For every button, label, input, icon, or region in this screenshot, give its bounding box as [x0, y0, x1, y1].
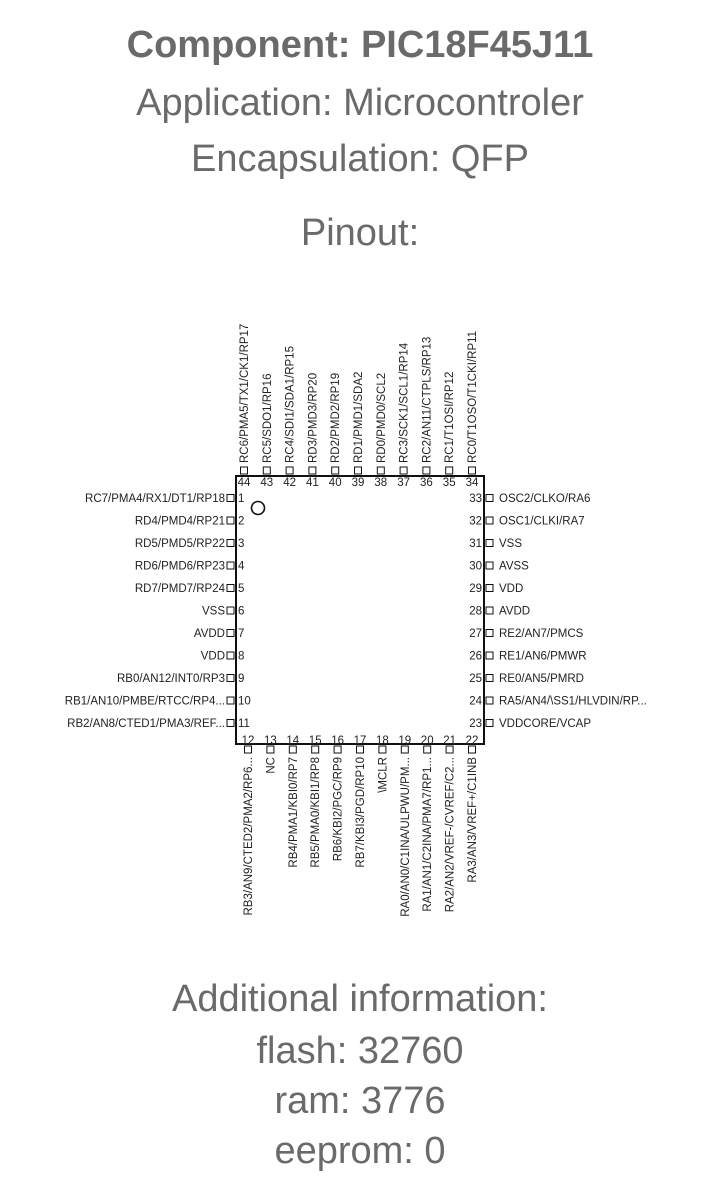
pin-number: 7: [238, 628, 245, 640]
pin-number: 19: [398, 735, 412, 747]
pin-label: RD4/PMD4/RP21: [134, 515, 225, 528]
pin-number: 42: [283, 477, 296, 489]
pin-pad: [486, 675, 493, 682]
pin-number: 21: [443, 735, 456, 747]
pin1-marker: [252, 502, 265, 515]
pinout-title: Pinout:: [300, 212, 420, 254]
pin-pad: [267, 746, 274, 753]
pin-label: RA5/AN4/\SS1/HLVDIN/RP...: [499, 695, 647, 708]
pin-pad: [289, 746, 296, 753]
pin-pad: [486, 720, 493, 727]
pin-pad: [286, 467, 293, 474]
pin-number: 3: [238, 538, 245, 550]
pin-pad: [446, 467, 453, 474]
pin-number: 15: [308, 735, 322, 747]
pin-number: 10: [238, 695, 251, 708]
pin-pad: [423, 467, 430, 474]
additional-info-title: Additional information:: [172, 978, 548, 1020]
pin-label: RC7/PMA4/RX1/DT1/RP18: [85, 493, 225, 505]
pin-number: 25: [469, 673, 482, 685]
pin-label: RA3/AN3/VREF+/C1INB: [467, 757, 479, 883]
pin-number: 17: [353, 735, 367, 747]
pin-pad: [486, 585, 493, 592]
pin-pad: [486, 540, 493, 547]
pin-pad: [334, 746, 341, 753]
pin-number: 36: [420, 477, 433, 489]
pin-pad: [486, 697, 493, 704]
pin-number: 6: [238, 605, 245, 618]
pin-label: RD3/PMD3/RP20: [307, 372, 320, 463]
pin-pad: [424, 746, 431, 753]
pin-pad: [227, 607, 234, 614]
pin-pad: [227, 720, 234, 727]
pin-pad: [486, 652, 493, 659]
pin-number: 24: [469, 695, 482, 708]
pin-label: RD1/PMD1/SDA2: [353, 371, 365, 463]
pin-number: 33: [469, 493, 482, 505]
pin-number: 14: [286, 735, 300, 747]
pin-label: RC1/T1OSI/RP12: [444, 371, 457, 463]
pin-pad: [486, 630, 493, 637]
pin-number: 43: [260, 477, 274, 489]
pin-label: AVDD: [193, 628, 225, 640]
pin-number: 9: [238, 673, 245, 685]
pin-number: 39: [351, 477, 365, 489]
pin-pad: [227, 517, 234, 524]
pin-label: RA2/AN2/VREF-/CVREF/C2...: [444, 757, 457, 913]
pin-pad: [312, 746, 319, 753]
pin-number: 4: [238, 560, 245, 573]
pin-label: RC6/PMA5/TX1/CK1/RP17: [239, 323, 251, 463]
pin-number: 13: [264, 735, 277, 747]
pin-label: RD6/PMD6/RP23: [134, 560, 225, 573]
pin-label: VSS: [201, 605, 225, 618]
pin-label: RB0/AN12/INT0/RP3: [116, 673, 225, 685]
pin-number: 31: [469, 538, 482, 550]
pin-number: 29: [469, 583, 482, 595]
pin-pad: [241, 467, 248, 474]
encapsulation-label: Encapsulation: QFP: [191, 138, 529, 180]
pin-pad: [227, 630, 234, 637]
pin-pad: [400, 467, 407, 474]
pin-number: 34: [465, 477, 479, 489]
pin-label: RD7/PMD7/RP24: [134, 583, 225, 595]
pin-pad: [377, 467, 384, 474]
pin-number: 27: [469, 628, 482, 640]
pin-label: VDD: [200, 650, 225, 663]
pin-number: 18: [376, 735, 389, 747]
pin-pad: [227, 562, 234, 569]
pin-label: RB2/AN8/CTED1/PMA3/REF...: [67, 718, 225, 730]
pin-number: 40: [328, 477, 342, 489]
pin-label: OSC2/CLKO/RA6: [499, 493, 591, 505]
pin-number: 44: [237, 477, 251, 489]
application-label: Application: Microcontroler: [136, 82, 584, 124]
pin-number: 30: [469, 560, 482, 573]
pin-label: RC5/SDO1/RP16: [261, 373, 274, 463]
pin-pad: [486, 495, 493, 502]
pin-number: 26: [469, 650, 482, 663]
pin-pad: [486, 517, 493, 524]
pin-pad: [227, 540, 234, 547]
component-title: Component: PIC18F45J11: [126, 24, 594, 66]
pin-label: RB1/AN10/PMBE/RTCC/RP4...: [64, 695, 225, 708]
pin-label: VDD: [499, 583, 524, 595]
pin-number: 11: [238, 718, 250, 730]
pin-number: 32: [469, 515, 482, 528]
pin-number: 5: [238, 583, 245, 595]
pin-number: 20: [420, 735, 434, 747]
pin-label: RB7/KBI3/PGD/RP10: [355, 757, 367, 868]
pin-label: \MCLR: [377, 757, 390, 793]
pin-label: RB3/AN9/CTED2/PMA2/RP6...: [243, 757, 255, 916]
pin-label: RB5/PMA0/KBI1/RP8: [310, 757, 323, 868]
pin-label: RC2/AN11/CTPLS/RP13: [421, 336, 434, 463]
pin-label: RB4/PMA1/KBI0/RP7: [287, 757, 300, 868]
pin-label: RD5/PMD5/RP22: [134, 538, 225, 550]
pin-label: RC0/T1OSO/T1CKI/RP11: [467, 330, 479, 463]
pin-pad: [486, 562, 493, 569]
pin-pad: [446, 746, 453, 753]
pin-number: 35: [442, 477, 456, 489]
pin-label: RC3/SCK1/SCL1/RP14: [398, 342, 411, 463]
pin-number: 38: [374, 477, 388, 489]
flash-value: flash: 32760: [256, 1030, 464, 1072]
pin-pad: [379, 746, 386, 753]
pin-number: 22: [465, 735, 479, 747]
pin-label: RB6/KBI2/PGC/RP9: [332, 757, 345, 862]
pin-label: AVSS: [499, 560, 529, 573]
pin-number: 28: [469, 605, 482, 618]
pin-pad: [309, 467, 316, 474]
pin-label: RD2/PMD2/RP19: [330, 372, 343, 463]
pin-pad: [486, 607, 493, 614]
pin-pad: [357, 746, 364, 753]
pin-pad: [227, 585, 234, 592]
eeprom-value: eeprom: 0: [274, 1130, 446, 1172]
pin-pad: [227, 697, 234, 704]
pin-number: 41: [306, 477, 319, 489]
chip-body: [236, 476, 484, 744]
pin-pad: [332, 467, 339, 474]
pin-label: RE0/AN5/PMRD: [499, 673, 584, 685]
pin-label: RA0/AN0/C1INA/ULPWU/PM...: [399, 757, 412, 917]
pin-number: 12: [241, 735, 255, 747]
pin-label: VDDCORE/VCAP: [499, 718, 592, 730]
pin-pad: [227, 495, 234, 502]
pin-pad: [227, 652, 234, 659]
pin-number: 37: [397, 477, 410, 489]
pin-label: VSS: [499, 538, 523, 550]
pin-pad: [263, 467, 270, 474]
pin-pad: [227, 675, 234, 682]
pin-label: RD0/PMD0/SCL2: [375, 372, 388, 463]
pin-label: OSC1/CLKI/RA7: [499, 515, 585, 528]
ram-value: ram: 3776: [274, 1080, 446, 1122]
pin-label: RA1/AN1/C2INA/PMA7/RP1...: [422, 757, 435, 912]
pin-number: 8: [238, 650, 245, 663]
pin-pad: [401, 746, 408, 753]
pin-number: 16: [331, 735, 344, 747]
pin-pad: [469, 746, 476, 753]
pin-pad: [469, 467, 476, 474]
pin-pad: [245, 746, 252, 753]
pin-label: AVDD: [499, 605, 531, 618]
pin-label: RC4/SDI1/SDA1/RP15: [284, 346, 297, 463]
pin-label: RE1/AN6/PMWR: [499, 650, 587, 663]
pin-number: 1: [238, 493, 245, 505]
pin-label: NC: [265, 757, 278, 774]
pin-number: 2: [238, 515, 245, 528]
pin-label: RE2/AN7/PMCS: [499, 628, 584, 640]
pin-pad: [355, 467, 362, 474]
pin-number: 23: [469, 718, 482, 730]
